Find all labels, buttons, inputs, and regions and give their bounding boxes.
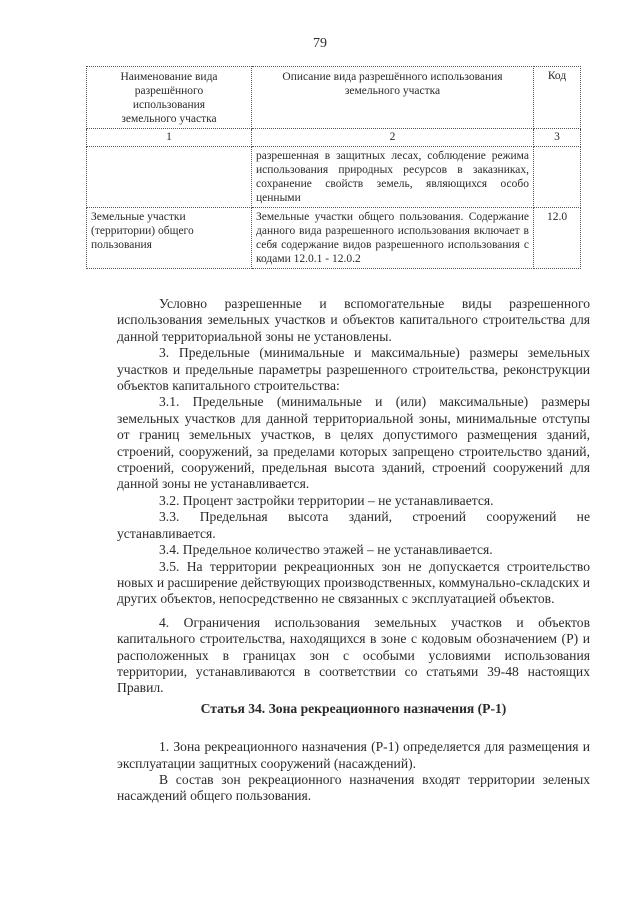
paragraph: 3.3. Предельная высота зданий, строений сооружений не устанавливается. <box>117 509 590 541</box>
body-text <box>117 296 590 805</box>
paragraph: В состав зон рекреационного назначения входят территории зеленых насаждений общего пользования. <box>117 771 590 804</box>
header-code: Код <box>534 67 581 129</box>
page-number: 79 <box>313 36 327 51</box>
paragraph: 3.4. Предельное количество этажей – не устанавливается. <box>159 542 493 558</box>
land-use-table <box>86 66 581 269</box>
row-description: Земельные участки общего пользования. Содержание данного вида разрешенного использования включает в себя содержание видов разрешенного использования с кодами 12.0.1 - 12.0.2 <box>252 208 534 269</box>
paragraph: 3.1. Предельные (минимальные и (или) максимальные) размеры земельных участков для данной территориальной зоны, минимальные отступы от границ земельных участков, в целях допустимого размещения зданий, строений, сооружений, за пределами которых запрещено строительство зданий, строений, сооружений, предельная высота зданий, строений сооружений для данной зоны не устанавливается. <box>117 394 590 492</box>
table-row <box>87 147 581 208</box>
row-name: Земельные участки (территории) общего пользования <box>87 208 252 269</box>
article-heading: Статья 34. Зона рекреационного назначения (Р-1) <box>200 700 507 716</box>
row-description: разрешенная в защитных лесах, соблюдение режима использования природных ресурсов в заказниках, сохранение свойств земель, являющихся особо ценными <box>252 147 534 208</box>
table-header-row <box>87 67 581 129</box>
paragraph: 3.5. На территории рекреационных зон не допускается строительство новых и расширение действующих производственных, коммунально-складских и других объектов, непосредственно не связанных с эксплуатацией объектов. <box>117 558 590 607</box>
column-number: 2 <box>252 129 534 147</box>
column-number: 1 <box>87 129 252 147</box>
table-row <box>87 208 581 269</box>
paragraph: 3. Предельные (минимальные и максимальные) размеры земельных участков и предельные параметры разрешенного строительства, реконструкции объектов капитального строительства: <box>117 345 590 394</box>
row-code <box>534 147 581 208</box>
paragraph: Условно разрешенные и вспомогательные виды разрешенного использования земельных участков и объектов капитального строительства для данной территориальной зоны не установлены. <box>117 296 590 344</box>
paragraph: 4. Ограничения использования земельных участков и объектов капитального строительства, находящихся в зоне с кодовым обозначением (Р) и расположенных в границах зон с особыми условиями использования территории, устанавливаются в соответствии со статьями 39-48 настоящих Правил. <box>117 614 590 696</box>
table-column-numbers-row <box>87 129 581 147</box>
header-description: Описание вида разрешённого использования земельного участка <box>252 67 534 129</box>
row-name <box>87 147 252 208</box>
row-code: 12.0 <box>534 208 581 269</box>
header-name: Наименование вида разрешённого использования земельного участка <box>87 67 252 129</box>
paragraph: 3.2. Процент застройки территории – не устанавливается. <box>159 492 494 508</box>
paragraph: 1. Зона рекреационного назначения (Р-1) определяется для размещения и эксплуатации защитных сооружений (насаждений). <box>117 739 590 771</box>
column-number: 3 <box>534 129 581 147</box>
